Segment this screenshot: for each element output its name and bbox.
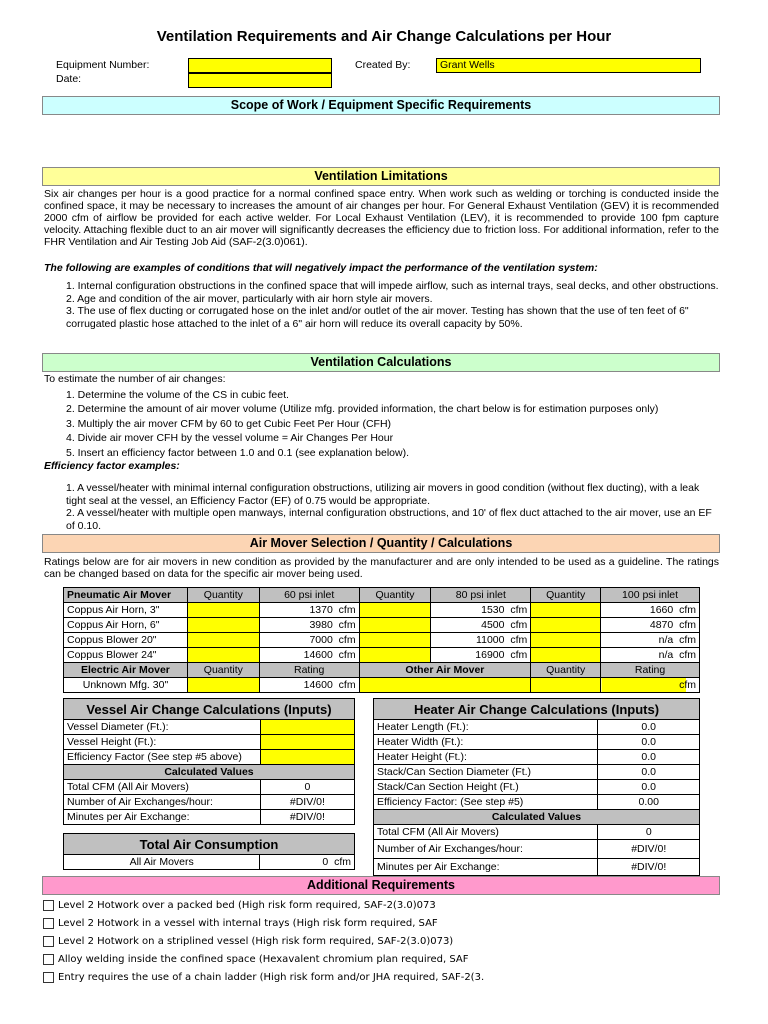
list-item: 1. A vessel/heater with minimal internal configuration obstructions, utilizing air movers in good condition (without flex ducting), with a leak tight seal at the vessel, an Efficiency Factor (EF) of 0.75 would be appropriate. bbox=[66, 482, 700, 507]
air-mover-name: Coppus Air Horn, 3" bbox=[64, 603, 188, 618]
quantity-input[interactable] bbox=[531, 618, 601, 633]
additional-requirements-heading: Additional Requirements bbox=[42, 876, 720, 895]
air-mover-name: Coppus Blower 20" bbox=[64, 633, 188, 648]
quantity-input[interactable] bbox=[531, 633, 601, 648]
table-row bbox=[374, 780, 700, 795]
date-label: Date: bbox=[56, 73, 82, 85]
column-header: 60 psi inlet bbox=[259, 588, 359, 603]
quantity-input[interactable] bbox=[531, 648, 601, 663]
ventilation-calculations-heading: Ventilation Calculations bbox=[42, 353, 720, 372]
created-by-field[interactable]: Grant Wells bbox=[436, 58, 701, 73]
equipment-number-label: Equipment Number: bbox=[56, 59, 150, 71]
output-value: #DIV/0! bbox=[598, 859, 700, 876]
heater-input-label: Heater Height (Ft.): bbox=[374, 750, 598, 765]
heater-input-value[interactable]: 0.0 bbox=[598, 750, 700, 765]
other-air-mover-header: Other Air Mover bbox=[359, 663, 531, 678]
calculations-intro: To estimate the number of air changes: bbox=[44, 373, 226, 385]
list-item: 3. The use of flex ducting or corrugated hose on the inlet and/or outlet of the air mover. Testing has shown that the use of ten feet of 6" corrugated plastic hose attached to the inlet of a 6" air horn will reduce its overall capacity by 50%. bbox=[66, 305, 689, 330]
electric-air-mover-name: Unknown Mfg. 30" bbox=[64, 678, 188, 693]
column-header: Rating bbox=[259, 663, 359, 678]
list-item: 1. Internal configuration obstructions in the confined space that will impede airflow, such as internal trays, seal decks, and other obstructions. bbox=[66, 280, 719, 292]
heater-input-value[interactable]: 0.0 bbox=[598, 735, 700, 750]
created-by-label: Created By: bbox=[355, 59, 411, 71]
table-row bbox=[64, 795, 355, 810]
quantity-input[interactable] bbox=[187, 603, 259, 618]
heater-table bbox=[373, 698, 700, 876]
table-row bbox=[64, 720, 355, 735]
rating-cell: 11000 cfm bbox=[431, 633, 531, 648]
list-item: 2. Age and condition of the air mover, particularly with air horn style air movers. bbox=[66, 292, 433, 305]
column-header: 100 psi inlet bbox=[601, 588, 700, 603]
date-field[interactable] bbox=[188, 73, 332, 88]
rating-cell: 14600 cfm bbox=[259, 678, 359, 693]
heater-input-label: Heater Width (Ft.): bbox=[374, 735, 598, 750]
additional-item[interactable]: Level 2 Hotwork in a vessel with internal trays (High risk form required, SAF bbox=[43, 917, 438, 931]
total-air-table bbox=[63, 833, 355, 870]
other-air-mover-input[interactable] bbox=[359, 678, 531, 693]
table-row bbox=[374, 765, 700, 780]
additional-item[interactable]: Level 2 Hotwork on a striplined vessel (High risk form required, SAF-2(3.0)073) bbox=[43, 935, 453, 949]
quantity-input[interactable] bbox=[187, 618, 259, 633]
heater-input-value[interactable]: 0.00 bbox=[598, 795, 700, 810]
additional-item[interactable]: Entry requires the use of a chain ladder (High risk form and/or JHA required, SAF-2(3. bbox=[43, 971, 484, 985]
table-header-row bbox=[64, 663, 700, 678]
column-header: 80 psi inlet bbox=[431, 588, 531, 603]
air-mover-heading: Air Mover Selection / Quantity / Calculations bbox=[42, 534, 720, 553]
calculated-values-header: Calculated Values bbox=[64, 765, 355, 780]
air-mover-name: Coppus Air Horn, 6" bbox=[64, 618, 188, 633]
all-air-movers-label: All Air Movers bbox=[64, 855, 260, 870]
checkbox[interactable] bbox=[43, 918, 54, 929]
table-row bbox=[374, 795, 700, 810]
other-rating-input[interactable]: cfm bbox=[601, 678, 700, 693]
rating-cell: 7000 cfm bbox=[259, 633, 359, 648]
total-air-value: 0 cfm bbox=[260, 855, 355, 870]
efficiency-examples bbox=[66, 482, 719, 532]
list-item: 3. Multiply the air mover CFM by 60 to get Cubic Feet Per Hour (CFH) bbox=[66, 417, 392, 430]
efficiency-factor-label: Efficiency Factor (See step #5 above) bbox=[64, 750, 261, 765]
additional-item[interactable]: Alloy welding inside the confined space (Hexavalent chromium plan required, SAF bbox=[43, 953, 469, 967]
rating-cell: 1530 cfm bbox=[431, 603, 531, 618]
rating-cell: 4870 cfm bbox=[601, 618, 700, 633]
column-header: Pneumatic Air Mover bbox=[64, 588, 188, 603]
equipment-number-field[interactable] bbox=[188, 58, 332, 73]
table-row bbox=[64, 618, 700, 633]
calculated-values-header: Calculated Values bbox=[374, 810, 700, 825]
quantity-input[interactable] bbox=[359, 648, 431, 663]
table-row bbox=[374, 720, 700, 735]
heater-input-label: Stack/Can Section Diameter (Ft.) bbox=[374, 765, 598, 780]
output-value: 0 bbox=[260, 780, 354, 795]
rating-cell: n/a cfm bbox=[601, 633, 700, 648]
table-row bbox=[64, 648, 700, 663]
output-label: Total CFM (All Air Movers) bbox=[374, 825, 598, 840]
heater-input-value[interactable]: 0.0 bbox=[598, 780, 700, 795]
table-row bbox=[64, 603, 700, 618]
vessel-height-input[interactable] bbox=[260, 735, 354, 750]
heater-heading: Heater Air Change Calculations (Inputs) bbox=[374, 699, 700, 720]
calculation-steps bbox=[66, 388, 719, 460]
table-row bbox=[64, 735, 355, 750]
quantity-input[interactable] bbox=[359, 618, 431, 633]
column-header: Quantity bbox=[187, 588, 259, 603]
column-header: Quantity bbox=[531, 663, 601, 678]
output-label: Minutes per Air Exchange: bbox=[374, 859, 598, 876]
list-item: 2. Determine the amount of air mover volume (Utilize mfg. provided information, the chart below is for estimation purposes only) bbox=[66, 403, 659, 416]
heater-input-label: Efficiency Factor: (See step #5) bbox=[374, 795, 598, 810]
table-row bbox=[64, 633, 700, 648]
vessel-height-label: Vessel Height (Ft.): bbox=[64, 735, 261, 750]
rating-cell: 3980 cfm bbox=[259, 618, 359, 633]
rating-cell: 4500 cfm bbox=[431, 618, 531, 633]
additional-item[interactable]: Level 2 Hotwork over a packed bed (High risk form required, SAF-2(3.0)073 bbox=[43, 899, 436, 913]
output-value: #DIV/0! bbox=[260, 795, 354, 810]
quantity-input[interactable] bbox=[187, 678, 259, 693]
column-header: Quantity bbox=[531, 588, 601, 603]
output-label: Number of Air Exchanges/hour: bbox=[374, 840, 598, 859]
efficiency-heading: Efficiency factor examples: bbox=[44, 460, 180, 472]
checkbox[interactable] bbox=[43, 954, 54, 965]
rating-cell: 1660 cfm bbox=[601, 603, 700, 618]
ventilation-limitations-paragraph: Six air changes per hour is a good practice for a normal confined space entry. When work such as welding or torching is conducted inside the confined space, it may be necessary to increases the amount of air changes per hour. For General Exhaust Ventilation (GEV) it is recommended 2000 cfm of airflow be provided for each active welder. For Local Exhaust Ventilation (LEV), it is recommended to provide 100 fpm capture velocity. Attaching flexible duct to an air mover will significantly decreases the efficiency due to friction loss. For additional information, refer to the FHR Ventilation and Air Testing Job Aid (SAF-2(3.0)061). bbox=[44, 188, 719, 248]
table-header-row bbox=[64, 588, 700, 603]
page-title: Ventilation Requirements and Air Change Calculations per Hour bbox=[156, 28, 612, 45]
table-row bbox=[374, 735, 700, 750]
list-item: 4. Divide air mover CFH by the vessel volume = Air Changes Per Hour bbox=[66, 432, 394, 445]
ventilation-limitations-heading: Ventilation Limitations bbox=[42, 167, 720, 186]
column-header: Quantity bbox=[359, 588, 431, 603]
checkbox[interactable] bbox=[43, 900, 54, 911]
list-item: 5. Insert an efficiency factor between 1.0 and 0.1 (see explanation below). bbox=[66, 446, 410, 459]
list-item: 1. Determine the volume of the CS in cubic feet. bbox=[66, 389, 289, 401]
table-row bbox=[64, 810, 355, 825]
table-row bbox=[374, 859, 700, 876]
air-mover-table bbox=[63, 587, 700, 693]
output-value: 0 bbox=[598, 825, 700, 840]
vessel-table bbox=[63, 698, 355, 825]
rating-cell: 14600 cfm bbox=[259, 648, 359, 663]
heater-input-label: Heater Length (Ft.): bbox=[374, 720, 598, 735]
quantity-input[interactable] bbox=[531, 678, 601, 693]
checkbox[interactable] bbox=[43, 936, 54, 947]
output-value: #DIV/0! bbox=[260, 810, 354, 825]
air-mover-intro: Ratings below are for air movers in new condition as provided by the manufacturer and are only intended to be used as a guideline. The ratings can be changed based on data for the specific air mover being used. bbox=[44, 556, 719, 580]
conditions-heading: The following are examples of conditions that will negatively impact the performance of the ventilation system: bbox=[44, 262, 598, 274]
output-label: Number of Air Exchanges/hour: bbox=[64, 795, 261, 810]
vessel-diameter-input[interactable] bbox=[260, 720, 354, 735]
list-item: 2. A vessel/heater with multiple open manways, internal configuration obstructions, and 10' of flex duct attached to the air mover, use an EF of 0.10. bbox=[66, 507, 712, 532]
output-label: Minutes per Air Exchange: bbox=[64, 810, 261, 825]
table-row bbox=[64, 780, 355, 795]
quantity-input[interactable] bbox=[187, 648, 259, 663]
efficiency-factor-input[interactable] bbox=[260, 750, 354, 765]
quantity-input[interactable] bbox=[359, 633, 431, 648]
table-row bbox=[374, 750, 700, 765]
column-header: Rating bbox=[601, 663, 700, 678]
table-row bbox=[374, 825, 700, 840]
electric-air-mover-header: Electric Air Mover bbox=[64, 663, 188, 678]
table-row bbox=[64, 678, 700, 693]
table-row bbox=[374, 840, 700, 859]
output-label: Total CFM (All Air Movers) bbox=[64, 780, 261, 795]
scope-heading: Scope of Work / Equipment Specific Requirements bbox=[42, 96, 720, 115]
quantity-input[interactable] bbox=[359, 603, 431, 618]
rating-cell: 16900 cfm bbox=[431, 648, 531, 663]
checkbox[interactable] bbox=[43, 972, 54, 983]
column-header: Quantity bbox=[187, 663, 259, 678]
total-air-heading: Total Air Consumption bbox=[64, 834, 355, 855]
vessel-diameter-label: Vessel Diameter (Ft.): bbox=[64, 720, 261, 735]
heater-input-value[interactable]: 0.0 bbox=[598, 765, 700, 780]
quantity-input[interactable] bbox=[531, 603, 601, 618]
air-mover-name: Coppus Blower 24" bbox=[64, 648, 188, 663]
rating-cell: n/a cfm bbox=[601, 648, 700, 663]
heater-input-value[interactable]: 0.0 bbox=[598, 720, 700, 735]
vessel-heading: Vessel Air Change Calculations (Inputs) bbox=[64, 699, 355, 720]
heater-input-label: Stack/Can Section Height (Ft.) bbox=[374, 780, 598, 795]
conditions-list bbox=[66, 280, 719, 330]
table-row bbox=[64, 750, 355, 765]
table-row bbox=[64, 855, 355, 870]
quantity-input[interactable] bbox=[187, 633, 259, 648]
output-value: #DIV/0! bbox=[598, 840, 700, 859]
rating-cell: 1370 cfm bbox=[259, 603, 359, 618]
